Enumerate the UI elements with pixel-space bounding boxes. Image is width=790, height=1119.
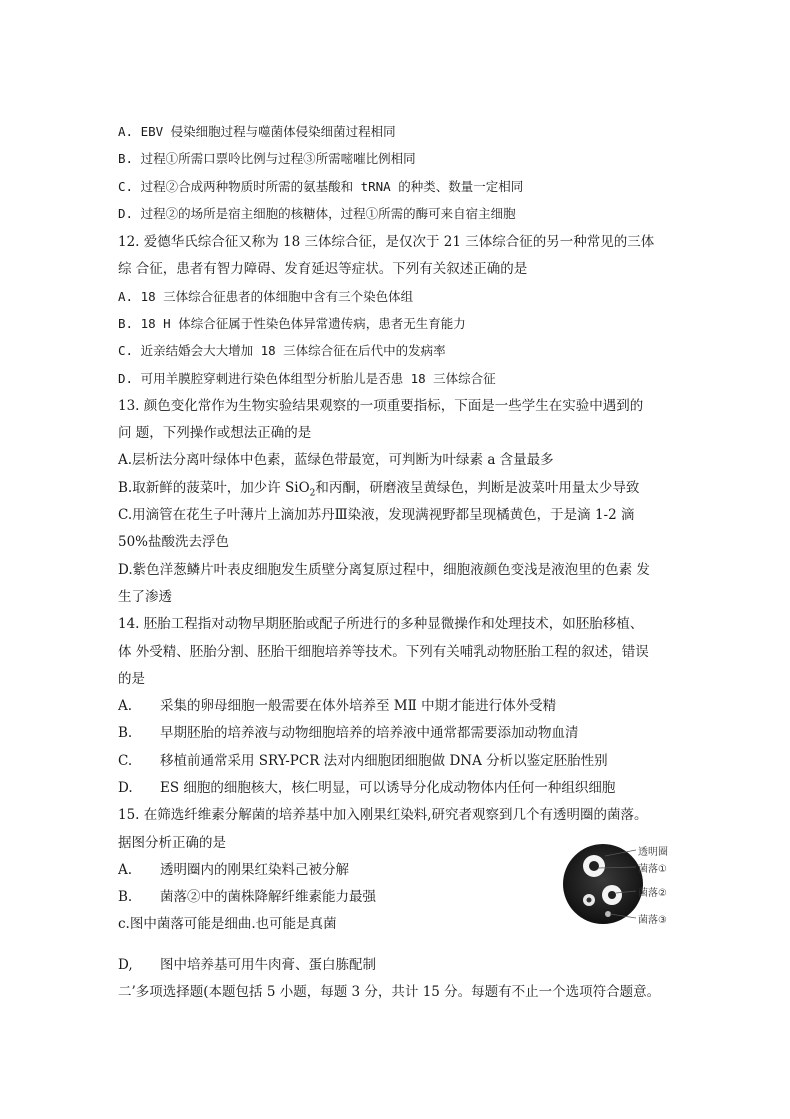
q14-option-b-text: 早期胚胎的培养液与动物细胞培养的培养液中通常都需要添加动物血清 (160, 725, 579, 741)
q12-stem-line2: 综 合征，患者有智力障碍、发育延迟等症状。下列有关叙述正确的是 (118, 261, 528, 277)
q15-option-d (118, 956, 376, 974)
figure-label-ring: 透明圈 (638, 847, 668, 858)
q15-option-a (118, 861, 349, 879)
q15-stem-line1: 15. 在筛选纤维素分解菌的培养基中加入刚果红染料,研究者观察到几个有透明圈的菌落。 (118, 807, 648, 823)
q15-option-a-label: A. (118, 862, 133, 878)
q12-stem-line1: 12. 爱德华氏综合征又称为 18 三体综合征，是仅次于 21 三体综合征的另一种常见的三体 (118, 234, 655, 250)
q14-option-d (118, 779, 615, 797)
q14-option-b (118, 724, 579, 742)
q14-stem-line1: 14. 胚胎工程指对动物早期胚胎或配子所进行的多种显微操作和处理技术，如胚胎移植、 (118, 616, 644, 632)
q11-option-d: D. 过程②的场所是宿主细胞的核糖体，过程①所需的酶可来自宿主细胞 (118, 206, 516, 221)
figure-label-colony-1: 菌落① (638, 864, 667, 875)
petri-dish (563, 844, 643, 924)
q15-option-d-text: 图中培养基可用牛肉膏、蛋白胨配制 (160, 957, 376, 973)
q13-option-d-line1: D.紫色洋葱鳞片叶表皮细胞发生质壁分离复原过程中，细胞液颜色变浅是液泡里的色素 发 (118, 562, 650, 578)
q14-option-c-text: 移植前通常采用 SRY-PCR 法对内细胞团细胞做 DNA 分析以鉴定胚胎性别 (160, 753, 608, 769)
section2-heading: 二’多项选择题(本题包括 5 小题，每题 3 分，共计 15 分。每题有不止一个选项符合题意。 (118, 984, 661, 1000)
q13-option-b-post: 和丙酮，研磨液呈黄绿色，判断是波菜叶用量太少导致 (315, 480, 640, 496)
q15-stem-line2: 据图分析正确的是 (118, 835, 226, 851)
figure-label-colony-2: 菌落② (638, 888, 667, 899)
q15-option-c: c.图中菌落可能是细曲.也可能是真菌 (118, 916, 337, 932)
q14-stem-line3: 的是 (118, 671, 145, 687)
q14-option-c (118, 752, 608, 770)
q11-option-a: A. EBV 侵染细胞过程与噬菌体侵染细菌过程相同 (118, 124, 396, 139)
q13-option-a: A.层析法分离叶绿体中色素，蓝绿色带最宽，可判断为叶绿素 a 含量最多 (118, 452, 554, 468)
q15-option-b (118, 888, 376, 906)
q15-option-a-text: 透明圈内的刚果红染料己被分解 (160, 862, 349, 878)
petri-dish-figure (560, 838, 680, 928)
q13-option-b-pre: B.取新鲜的菠菜叶，加少许 SiO (118, 480, 310, 496)
q12-option-d: D. 可用羊膜腔穿刺进行染色体组型分析胎儿是否患 18 三体综合征 (118, 371, 496, 386)
colony-1 (589, 861, 599, 871)
q13-option-b (118, 479, 639, 503)
q15-option-b-label: B. (118, 889, 133, 905)
q12-option-b: B. 18 H 体综合征属于性染色体异常遗传病，患者无生育能力 (118, 316, 466, 331)
q11-option-b: B. 过程①所需口票呤比例与过程③所需嘧嗺比例相同 (118, 151, 416, 166)
q14-option-d-label: D. (118, 780, 133, 796)
q13-option-b-sub: 2 (309, 488, 316, 499)
q13-option-c-line1: C.用滴管在花生子叶薄片上滴加苏丹Ⅲ染液，发现满视野都呈现橘黄色，于是滴 1-2 滴 (118, 507, 635, 523)
q13-option-d-line2: 生了渗透 (118, 589, 172, 605)
q13-stem-line2: 问 题，下列操作或想法正确的是 (118, 425, 312, 441)
colony-2 (608, 891, 616, 899)
q12-option-a: A. 18 三体综合征患者的体细胞中含有三个染色体组 (118, 289, 414, 304)
colony-small (587, 898, 592, 903)
q15-option-d-label: D, (118, 957, 133, 973)
q13-stem-line1: 13. 颜色变化常作为生物实验结果观察的一项重要指标，下面是一些学生在实验中遇到的 (118, 398, 644, 414)
q11-option-c: C. 过程②合成两种物质时所需的氨基酸和 tRNA 的种类、数量一定相同 (118, 179, 524, 194)
figure-label-colony-3: 菌落③ (638, 915, 667, 926)
q14-option-c-label: C. (118, 753, 133, 769)
q14-option-a-text: 采集的卵母细胞一般需要在体外培养至 MⅡ 中期才能进行体外受精 (160, 698, 557, 714)
q13-option-c-line2: 50%盐酸洗去浮色 (118, 534, 230, 550)
q14-option-d-text: ES 细胞的细胞核大，核仁明显，可以诱导分化成动物体内任何一种组织细胞 (160, 780, 616, 796)
q14-option-a (118, 697, 556, 715)
q12-option-c: C. 近亲结婚会大大增加 18 三体综合征在后代中的发病率 (118, 343, 446, 358)
q14-stem-line2: 体 外受精、胚胎分割、胚胎干细胞培养等技术。下列有关哺乳动物胚胎工程的叙述，错误 (118, 644, 649, 660)
q14-option-b-label: B. (118, 725, 133, 741)
q15-option-b-text: 菌落②中的菌株降解纤维素能力最强 (160, 889, 376, 905)
q14-option-a-label: A. (118, 698, 133, 714)
